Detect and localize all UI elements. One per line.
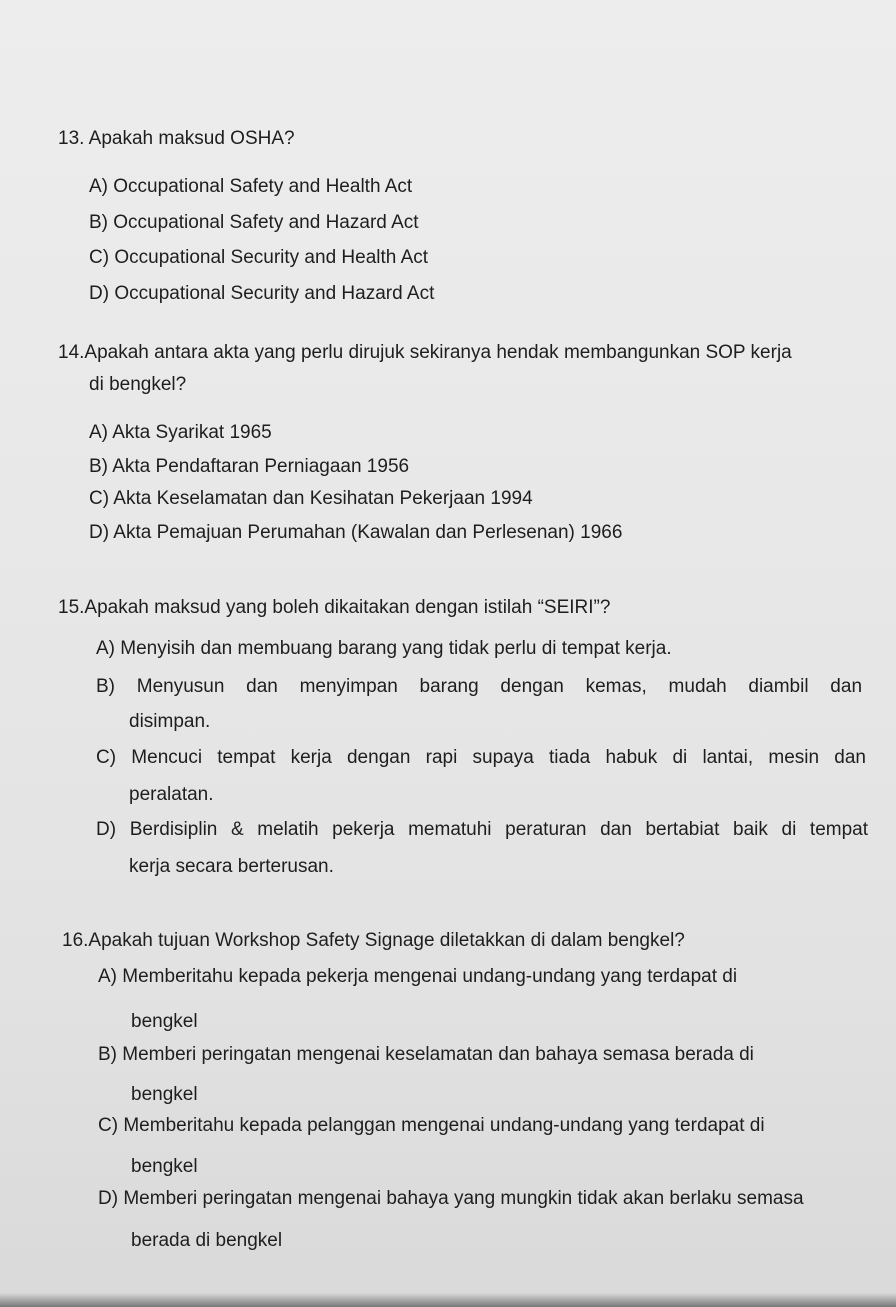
option-text: Menyusun dan menyimpan barang dengan kemas, mudah diambil dan [136, 676, 863, 697]
question-16 [62, 929, 685, 953]
option-text: Menyisih dan membuang barang yang tidak perlu di tempat kerja. [120, 638, 672, 659]
q16-option-c [98, 1114, 765, 1138]
option-letter: D) [89, 283, 110, 304]
q15-option-c [96, 746, 866, 770]
option-letter: A) [98, 966, 117, 987]
option-text: berada di bengkel [131, 1230, 283, 1251]
q16-option-a-continued [131, 1010, 198, 1034]
q14-option-c [89, 487, 533, 511]
question-text: di bengkel? [89, 374, 187, 395]
question-15 [58, 596, 610, 620]
question-number: 14. [58, 342, 85, 363]
question-text: Apakah antara akta yang perlu dirujuk sekiranya hendak membangunkan SOP kerja [84, 342, 792, 363]
page-bottom-shadow [0, 1293, 896, 1307]
option-text: Akta Pemajuan Perumahan (Kawalan dan Perlesenan) 1966 [113, 522, 623, 543]
option-letter: A) [96, 638, 115, 659]
q16-option-b-continued [131, 1083, 198, 1107]
option-text: bengkel [131, 1156, 198, 1177]
option-text: Memberi peringatan mengenai bahaya yang mungkin tidak akan berlaku semasa [123, 1188, 804, 1209]
q15-option-d [96, 818, 868, 842]
option-text: disimpan. [129, 711, 211, 732]
option-text: Akta Pendaftaran Perniagaan 1956 [112, 456, 410, 477]
option-text: Occupational Safety and Health Act [113, 176, 413, 197]
option-letter: D) [98, 1188, 119, 1209]
q15-option-a [96, 637, 672, 661]
option-letter: C) [98, 1115, 119, 1136]
option-text: kerja secara berterusan. [129, 856, 334, 877]
question-number: 16. [62, 930, 89, 951]
question-14-continued [89, 373, 186, 397]
q13-option-c [89, 246, 428, 270]
option-text: Occupational Security and Health Act [114, 247, 429, 268]
option-letter: C) [96, 747, 117, 768]
q16-option-c-continued [131, 1155, 198, 1179]
option-text: Akta Syarikat 1965 [112, 422, 272, 443]
q16-option-b [98, 1043, 754, 1067]
q13-option-b [89, 211, 419, 235]
q15-option-d-continued [129, 855, 334, 879]
option-letter: C) [89, 247, 110, 268]
option-text: Occupational Security and Hazard Act [114, 283, 435, 304]
option-letter: B) [98, 1044, 117, 1065]
q15-option-b-continued [129, 710, 210, 734]
option-text: Akta Keselamatan dan Kesihatan Pekerjaan 1994 [113, 488, 533, 509]
option-text: Berdisiplin & melatih pekerja mematuhi peraturan dan bertabiat baik di tempat [129, 819, 869, 840]
option-letter: B) [96, 676, 115, 697]
option-text: Memberitahu kepada pelanggan mengenai undang-undang yang terdapat di [123, 1115, 765, 1136]
option-letter: B) [89, 456, 108, 477]
option-text: bengkel [131, 1084, 198, 1105]
question-13 [58, 127, 295, 151]
q16-option-d-continued [131, 1229, 282, 1253]
question-text: Apakah tujuan Workshop Safety Signage diletakkan di dalam bengkel? [88, 930, 685, 951]
q14-option-b [89, 455, 409, 479]
q14-option-d [89, 521, 622, 545]
option-letter: B) [89, 212, 108, 233]
question-text: Apakah maksud yang boleh dikaitakan dengan istilah “SEIRI”? [84, 597, 611, 618]
option-text: Memberitahu kepada pekerja mengenai undang-undang yang terdapat di [122, 966, 738, 987]
q15-option-b [96, 675, 862, 699]
option-letter: A) [89, 176, 108, 197]
question-number: 13. [58, 128, 85, 149]
option-letter: D) [96, 819, 117, 840]
option-text: Occupational Safety and Hazard Act [113, 212, 419, 233]
question-14 [58, 341, 792, 365]
q13-option-d [89, 282, 434, 306]
option-letter: A) [89, 422, 108, 443]
q15-option-c-continued [129, 783, 214, 807]
option-text: Memberi peringatan mengenai keselamatan dan bahaya semasa berada di [122, 1044, 754, 1065]
q14-option-a [89, 421, 272, 445]
option-text: bengkel [131, 1011, 198, 1032]
q16-option-d [98, 1187, 804, 1211]
question-text: Apakah maksud OSHA? [88, 128, 295, 149]
q16-option-a [98, 965, 737, 989]
option-text: Mencuci tempat kerja dengan rapi supaya tiada habuk di lantai, mesin dan [131, 747, 866, 768]
q13-option-a [89, 175, 412, 199]
option-letter: C) [89, 488, 110, 509]
question-number: 15. [58, 597, 85, 618]
option-text: peralatan. [129, 784, 214, 805]
option-letter: D) [89, 522, 110, 543]
